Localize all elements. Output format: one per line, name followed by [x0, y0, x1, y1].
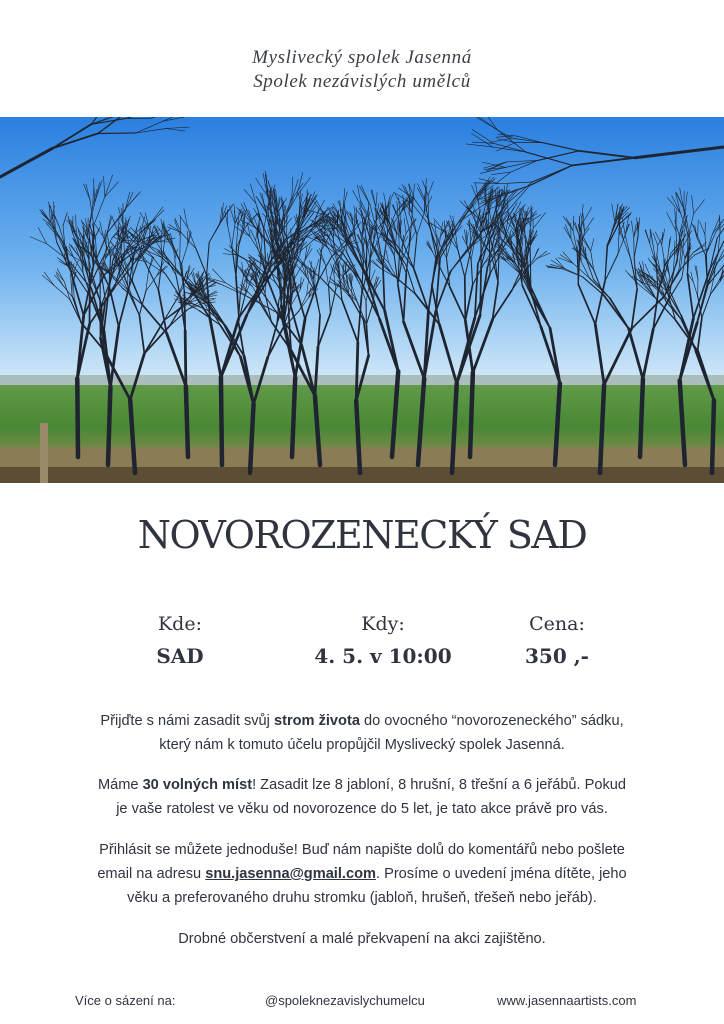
info-when [283, 612, 483, 668]
paragraph-capacity [60, 773, 664, 821]
text-bold: strom života [273, 713, 360, 729]
paragraph-signup [60, 838, 664, 910]
text: Přihlásit se můžete jednoduše! Buď nám napište dolů do komentářů nebo pošlete [99, 842, 625, 858]
event-info [0, 612, 724, 682]
page-title: NOVOROZENECKÝ SAD [137, 513, 587, 557]
footer [0, 993, 724, 1013]
text: do ovocného “novorozeneckého” sádku, [359, 713, 624, 729]
text: věku a preferovaného druhu stromku (jabloň, hrušeň, třešeň nebo jeřáb). [127, 890, 597, 906]
where-label: Kde: [157, 613, 202, 635]
text: . Prosíme o uvedení jména dítěte, jeho [375, 866, 627, 882]
trees-illustration [0, 117, 724, 483]
when-label: Kdy: [361, 613, 405, 635]
fence-post [40, 423, 48, 483]
email-link[interactable]: snu.jasenna@gmail.com [205, 866, 376, 882]
text: Přijďte s námi zasadit svůj [100, 713, 274, 729]
info-price [457, 612, 657, 668]
paragraph-refreshments: Drobné občerstvení a malé překvapení na akci zajištěno. [178, 931, 546, 947]
text: který nám k tomuto účelu propůjčil Myslivecký spolek Jasenná. [159, 737, 565, 753]
trees-photo [0, 117, 724, 483]
footer-website[interactable]: www.jasennaartists.com [497, 993, 637, 1008]
text: Máme [97, 777, 143, 793]
when-value: 4. 5. v 10:00 [314, 644, 452, 668]
info-where [80, 612, 280, 668]
where-value: SAD [156, 644, 204, 668]
organizer-hunting-club: Myslivecký spolek Jasenná [252, 47, 472, 68]
price-value: 350 ,- [525, 644, 589, 668]
paragraph-invite [60, 709, 664, 757]
footer-more-label: Více o sázení na: [75, 993, 176, 1008]
organizer-artists-club: Spolek nezávislých umělců [253, 71, 471, 92]
text: je vaše ratolest ve věku od novorozence do 5 let, je tato akce právě pro vás. [116, 801, 608, 817]
price-label: Cena: [529, 613, 585, 635]
text: ! Zasadit lze 8 jabloní, 8 hrušní, 8 třešní a 6 jeřábů. Pokud [252, 777, 627, 793]
text-bold: 30 volných míst [142, 777, 253, 793]
organizers [0, 46, 724, 94]
footer-social-handle[interactable]: @spoleknezavislychumelcu [265, 993, 425, 1008]
text: email na adresu [97, 866, 206, 882]
